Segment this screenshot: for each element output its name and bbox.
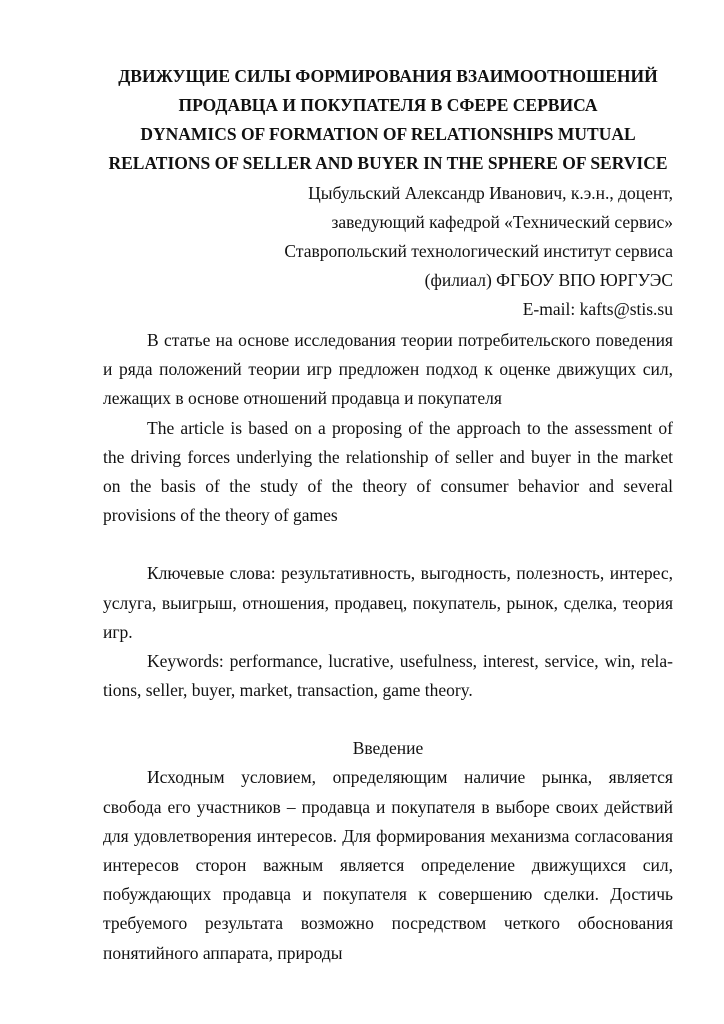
section-heading-introduction: Введение (352, 738, 424, 759)
title-ru-line-1: ДВИЖУЩИЕ СИЛЫ ФОРМИРОВАНИЯ ВЗАИМООТНОШЕНИЙ (118, 66, 658, 86)
keywords-en: Keywords: performance, lucrative, usefulness, interest, service, win, relations, seller, buyer, market, transaction, game theory. (103, 651, 673, 701)
keywords-ru: Ключевые слова: результативность, выгодность, полезность, интерес, услуга, выигрыш, отношения, продавец, покупатель, рынок, сделка, теория игр. (103, 563, 673, 642)
document-page (103, 62, 673, 968)
author-position: заведующий кафедрой «Технический сервис» (331, 212, 673, 232)
author-email: E-mail: kafts@stis.su (522, 299, 673, 319)
abstract-ru: В статье на основе исследования теории потребительского поведения и ряда положений теории игр предложен подход к оценке движущих сил, лежащих в основе отношений продавца и покупателя (103, 330, 673, 409)
spacer (103, 530, 673, 559)
author-name: Цыбульский Александр Иванович, к.э.н., доцент, (308, 183, 673, 203)
author-institution-line-1: Ставропольский технологический институт сервиса (284, 241, 673, 261)
spacer (103, 705, 673, 734)
title-en-line-2: RELATIONS OF SELLER AND BUYER IN THE SPHERE OF SERVICE (108, 153, 668, 173)
title-block (103, 62, 673, 178)
title-en-line-1: DYNAMICS OF FORMATION OF RELATIONSHIPS MUTUAL (140, 124, 636, 144)
abstract-en: The article is based on a proposing of the approach to the assessment of the driving forces underlying the relationship of seller and buyer in the market on the basis of the study of the theory of consumer behavior and several provisions of the theory of games (103, 417, 673, 526)
title-ru-line-2: ПРОДАВЦА И ПОКУПАТЕЛЯ В СФЕРЕ СЕРВИСА (178, 95, 598, 115)
introduction-paragraph: Исходным условием, определяющим наличие рынка, является свобода его участников – продавца и покупателя в выборе своих действий для удовлетворения интересов. Для формирования механизма согласования интересов сторон важным является определение движущихся сил, побуждающих продавца и покупателя к совершению сделки. Достичь требуемого результата возможно посредством четкого обоснования понятийного аппарата, природы (103, 767, 673, 963)
author-institution-line-2: (филиал) ФГБОУ ВПО ЮРГУЭС (424, 270, 673, 290)
author-block (103, 179, 673, 324)
